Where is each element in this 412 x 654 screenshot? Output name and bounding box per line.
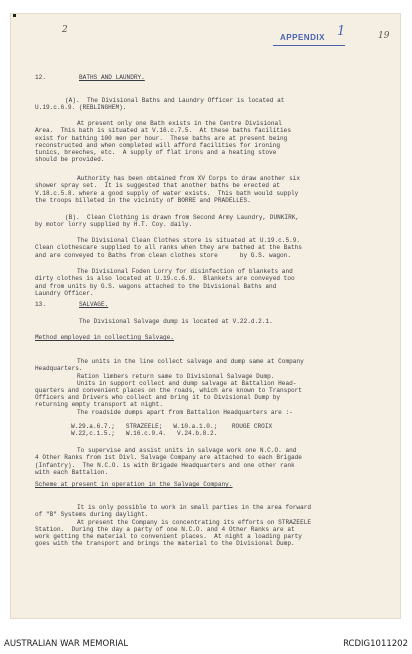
para-baths-b: (B). Clean Clothing is drawn from Second Army Laundry, DUNKIRK, by motor lorry supplied by H.T. Coy. daily.: [35, 214, 300, 229]
para-baths-present: At present only one Bath exists in the Centre Divisional Area. This bath is situated at V.16.c.7.5. At these baths facilities exist for bathing 100 men per hour. These baths are at present being reconstructed and when completed will afford facilities for ironing tunics, breeches, etc. A supply of flat irons and a heating stove should be provided.: [35, 120, 291, 164]
archive-footer: [0, 621, 412, 654]
roadside-dump-references: W.29.a.6.7.; STRAZEELE; W.10.a.1.0.; ROUGE CROIX W.22,c.1.5.; W.16.c.9.4. V.24.b.8.2.: [71, 423, 273, 438]
para-baths-a: (A). The Divisional Baths and Laundry Officer is located at U.19.c.6.9. (REBLINGHEM).: [35, 97, 285, 112]
para-baths-authority: Authority has been obtained from XV Corps to draw another six shower spray set. It is suggested that another baths be erected at V.18.c.5.8. where a good supply of water exists. This bath would supply the troops billeted in the vicinity of BORRE and PRADELLES.: [35, 175, 301, 204]
para-baths-store: The Divisional Clean Clothes store is situated at U.19.c.5.9. Clean clothescare supplied to all ranks when they are bathed at the Baths and are conveyed to Baths from clean clothes store by G.S. wagon.: [35, 237, 302, 259]
salvage-dump-location: The Divisional Salvage dump is located at V.22.d.2.1.: [79, 318, 273, 325]
corner-mark: [13, 14, 16, 17]
top-page-number: 2: [62, 25, 68, 35]
stamp-underline: [273, 45, 345, 46]
footer-institution: AUSTRALIAN WAR MEMORIAL: [4, 639, 129, 649]
section-12-heading: BATHS AND LAUNDRY.: [79, 74, 145, 81]
scheme-heading: Scheme at present in operation in the Salvage Company.: [35, 481, 233, 488]
section-13-heading: SALVAGE.: [79, 301, 109, 308]
para-salvage-supervise: To supervise and assist units in salvage work one N.C.O. and 4 Other Ranks from 1st Divl. Salvage Company are attached to each Brigade (Infantry). The N.C.O. is with Brigade Headquarters and one other rank with each Battalion.: [35, 447, 302, 476]
para-salvage-scheme: It is only possible to work in small parties in the area forward of "B" Systems during daylight. At present the Company is concentrating its efforts on STRAZEELE Station. During the day a party of one N.C.O. and 4 Other Ranks are at work getting the material to convenient places. At night a loading party goes with the transport and brings the material to the Divisional Dump.: [35, 504, 312, 548]
section-13-number: 13.: [35, 301, 46, 308]
para-salvage-units: The units in the line collect salvage and dump same at Company Headquarters. Ration limbers return same to Divisional Salvage Dump. Units in support collect and dump salvage at Battalion Head- quarters and convenient places on the roads, which are known to Transport Officers and Drivers who collect and bring it to Divisional Dump by returning empty transport at night. The roadside dumps apart from Battalion Headquarters are :-: [35, 358, 304, 416]
footer-record-id: RCDIG1011202: [343, 639, 408, 649]
method-heading: Method employed in collecting Salvage.: [35, 334, 174, 341]
appendix-stamp: APPENDIX: [280, 33, 325, 42]
para-baths-foden: The Divisional Foden Lorry for disinfection of blankets and dirty clothes is also located at U.19.c.6.9. Blankets are conveyed too and from units by G.S. wagons attached to the Divisional Baths and Laundry Officer.: [35, 268, 295, 297]
corner-page-number: 19: [378, 31, 390, 41]
stamp-handwritten-mark: 1: [337, 24, 346, 39]
section-12-number: 12.: [35, 74, 46, 81]
